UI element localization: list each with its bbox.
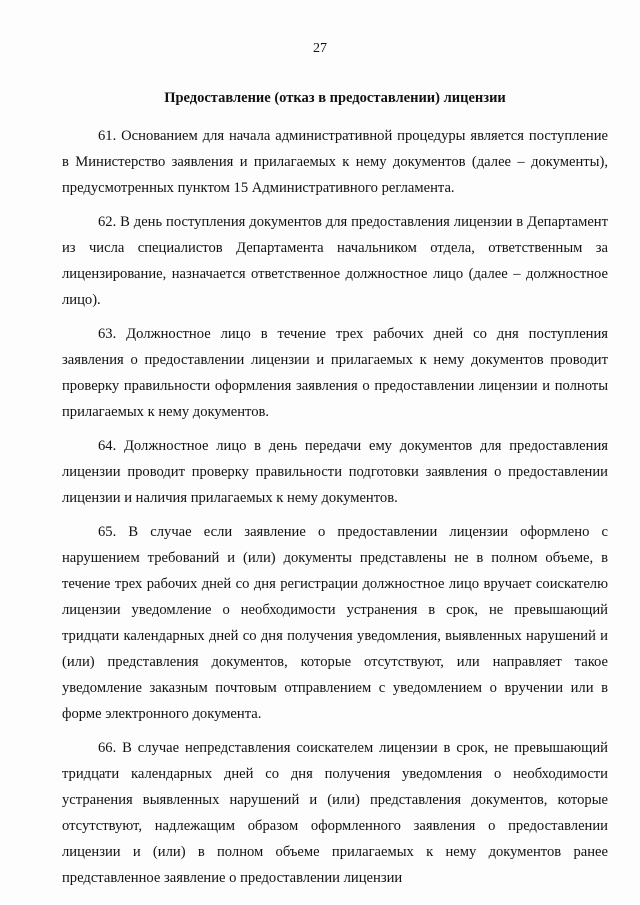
paragraph-63: 63. Должностное лицо в течение трех рабочих дней со дня поступления заявления о предоставлении лицензии и прилагаемых к нему документов проводит проверку правильности оформления заявления о предоставлении лицензии и полноты прилагаемых к нему документов. bbox=[62, 326, 608, 420]
section-heading: Предоставление (отказ в предоставлении) лицензии bbox=[164, 90, 506, 106]
paragraph-65: 65. В случае если заявление о предоставлении лицензии оформлено с нарушением требований и (или) документы представлены не в полном объеме, в течение трех рабочих дней со дня регистрации должностное лицо вручает соискателю лицензии уведомление о необходимости устранения в срок, не превышающий тридцати календарных дней со дня получения уведомления, выявленных нарушений и (или) представления документов, которые отсутствуют, или направляет такое уведомление заказным почтовым отправлением с уведомлением о вручении или в форме электронного документа. bbox=[62, 524, 608, 722]
page-number: 27 bbox=[313, 41, 327, 56]
document-body bbox=[62, 123, 608, 899]
paragraph-61: 61. Основанием для начала административной процедуры является поступление в Министерство заявления и прилагаемых к нему документов (далее – документы), предусмотренных пунктом 15 Административного регламента. bbox=[62, 128, 608, 196]
paragraph-64: 64. Должностное лицо в день передачи ему документов для предоставления лицензии проводит проверку правильности подготовки заявления о предоставлении лицензии и наличия прилагаемых к нему документов. bbox=[62, 438, 608, 506]
paragraph-62: 62. В день поступления документов для предоставления лицензии в Департамент из числа специалистов Департамента начальником отдела, ответственным за лицензирование, назначается ответственное должностное лицо (далее – должностное лицо). bbox=[62, 214, 608, 308]
paragraph-66: 66. В случае непредставления соискателем лицензии в срок, не превышающий тридцати календарных дней со дня получения уведомления о необходимости устранения выявленных нарушений и (или) представления документов, которые отсутствуют, надлежащим образом оформленного заявления о предоставлении лицензии и (или) в полном объеме прилагаемых к нему документов ранее представленное заявление о предоставлении лицензии bbox=[62, 740, 608, 886]
